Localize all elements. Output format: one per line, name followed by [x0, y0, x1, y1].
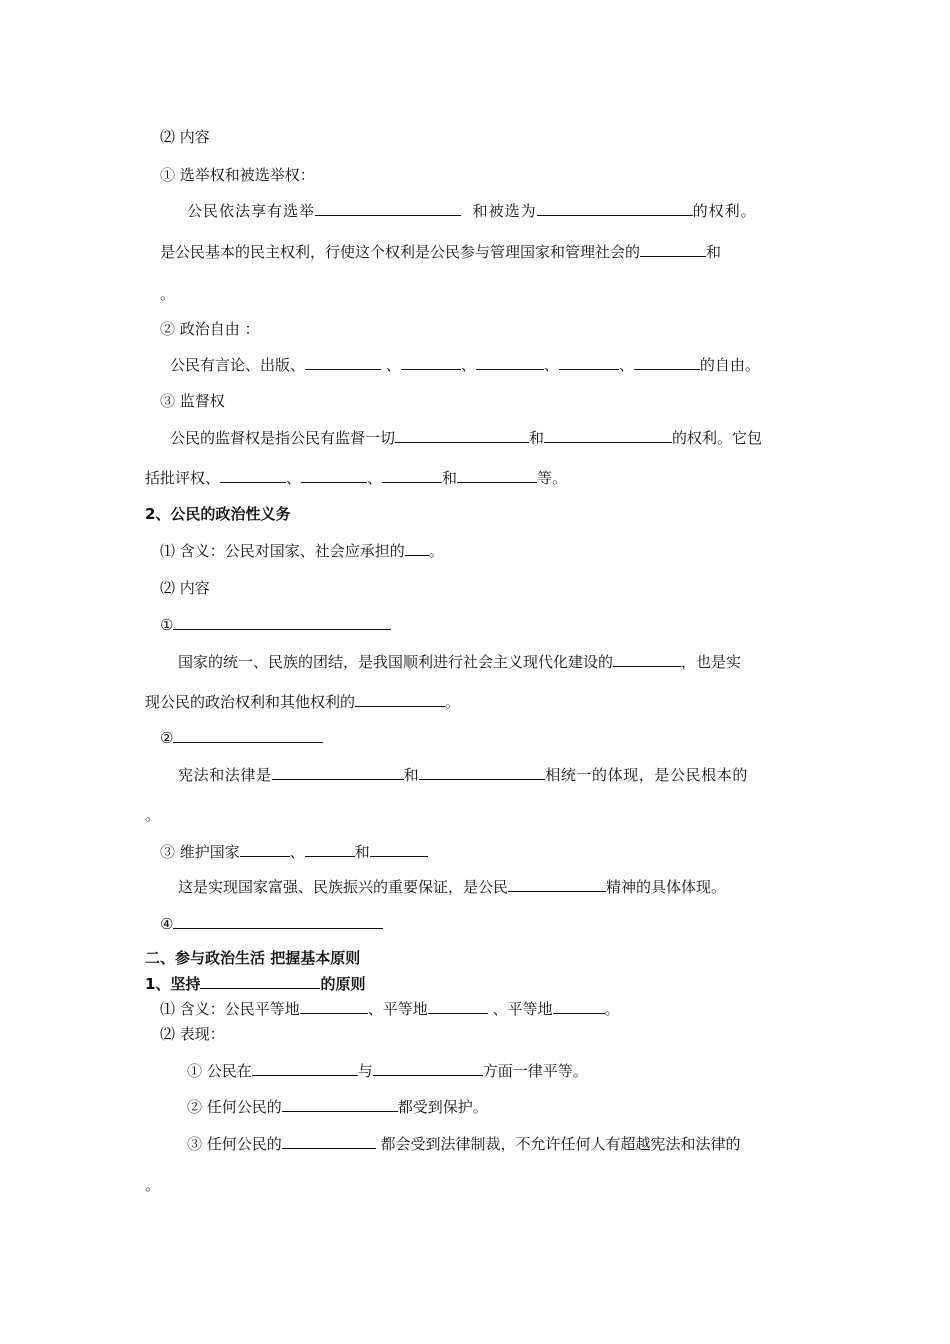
- blank[interactable]: [272, 765, 404, 780]
- item-supervision: ③ 监督权: [160, 392, 225, 410]
- paragraph-freedom: 公民有言论、出版、 、 、 、 、 的自由。: [170, 356, 760, 374]
- blank[interactable]: [395, 428, 529, 443]
- duty-4: ④: [160, 914, 383, 934]
- blank[interactable]: [220, 468, 286, 483]
- blank[interactable]: [315, 201, 461, 216]
- blank[interactable]: [419, 765, 545, 780]
- blank[interactable]: [508, 877, 606, 892]
- blank[interactable]: [373, 1061, 483, 1076]
- section-content-heading: ⑵ 内容: [160, 128, 210, 146]
- blank[interactable]: [355, 692, 445, 707]
- blank[interactable]: [305, 842, 355, 857]
- paragraph-patriotism: 这是实现国家富强、民族振兴的重要保证，是公民 精神的具体体现。: [178, 878, 727, 896]
- heading-political-duties: 2、公民的政治性义务: [145, 505, 291, 523]
- expression-1: ① 公民在 与 方面一律平等。: [187, 1062, 588, 1080]
- blank[interactable]: [382, 468, 442, 483]
- blank[interactable]: [405, 541, 429, 556]
- duties-meaning: ⑴ 含义：公民对国家、社会应承担的 。: [160, 542, 444, 560]
- blank[interactable]: [457, 468, 537, 483]
- duty-2: ②: [160, 728, 323, 748]
- expression-2: ② 任何公民的 都受到保护。: [187, 1098, 488, 1116]
- blank[interactable]: [240, 842, 290, 857]
- paragraph-law: 宪法和法律是 和 相统一的体现，是公民根本的: [178, 766, 749, 784]
- paragraph-end: 。: [160, 285, 176, 303]
- blank[interactable]: [305, 355, 381, 370]
- blank[interactable]: [559, 355, 619, 370]
- blank[interactable]: [537, 201, 693, 216]
- blank[interactable]: [476, 355, 544, 370]
- blank[interactable]: [173, 615, 391, 630]
- heading-principle: 1、坚持 的原则: [145, 975, 366, 993]
- item-political-freedom: ② 政治自由 ：: [160, 320, 260, 338]
- paragraph-supervision: 公民的监督权是指公民有监督一切 和 的权利。它包: [170, 429, 763, 447]
- expression-3: ③ 任何公民的 都会受到法律制裁，不允许任何人有超越宪法和法律的: [187, 1135, 741, 1153]
- blank[interactable]: [553, 999, 605, 1014]
- principle-meaning: ⑴ 含义：公民平等地 、平等地 、平等地 。: [160, 1000, 620, 1018]
- blank[interactable]: [544, 428, 672, 443]
- principle-expression: ⑵ 表现：: [160, 1025, 225, 1043]
- blank[interactable]: [370, 842, 428, 857]
- blank[interactable]: [613, 652, 681, 667]
- paragraph-unity: 国家的统一、民族的团结，是我国顺利进行社会主义现代化建设的 ，也是实: [178, 653, 742, 671]
- blank[interactable]: [428, 999, 488, 1014]
- heading-participation: 二、参与政治生活 把握基本原则: [145, 949, 361, 967]
- item-voting-rights: ① 选举权和被选举权：: [160, 166, 315, 184]
- paragraph-end: 。: [145, 1176, 161, 1194]
- blank[interactable]: [173, 914, 383, 929]
- blank[interactable]: [173, 728, 323, 743]
- blank[interactable]: [300, 999, 368, 1014]
- blank[interactable]: [401, 355, 461, 370]
- blank[interactable]: [282, 1134, 376, 1149]
- paragraph-voting-cont: 是公民基本的民主权利，行使这个权利是公民参与管理国家和管理社会的 和: [160, 243, 722, 261]
- paragraph-supervision-cont: 括批评权、 、 、 和 等。: [145, 469, 568, 487]
- duties-content-heading: ⑵ 内容: [160, 579, 210, 597]
- blank[interactable]: [282, 1097, 398, 1112]
- paragraph-voting: 公民依法享有选举 和被选为 的权利。: [187, 202, 757, 220]
- duty-1: ①: [160, 615, 391, 635]
- paragraph-end: 。: [145, 806, 161, 824]
- duty-3: ③ 维护国家 、 和: [160, 842, 428, 862]
- paragraph-unity-cont: 现公民的政治权利和其他权利的 。: [145, 693, 461, 711]
- blank[interactable]: [252, 1061, 358, 1076]
- blank[interactable]: [640, 242, 706, 257]
- blank[interactable]: [200, 974, 320, 989]
- blank[interactable]: [634, 355, 700, 370]
- blank[interactable]: [301, 468, 367, 483]
